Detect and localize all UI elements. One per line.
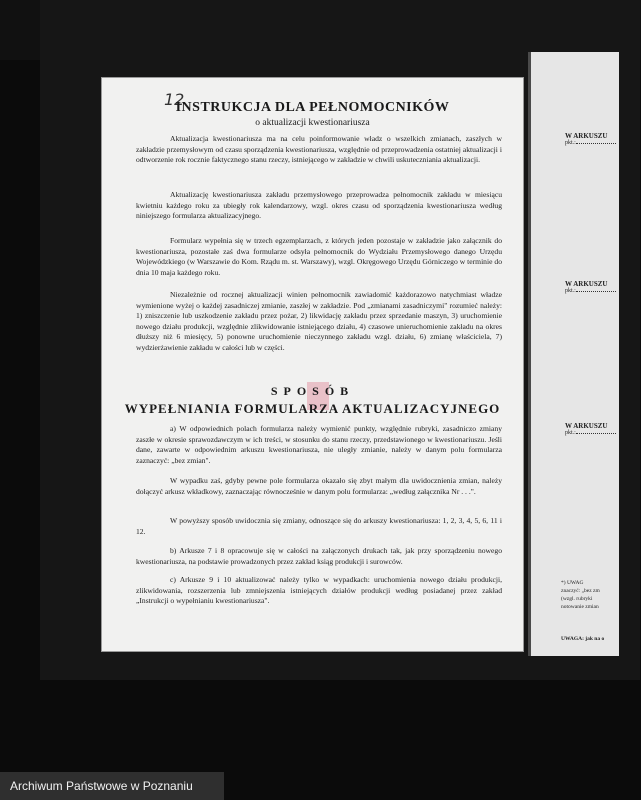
archive-label: Archiwum Państwowe w Poznaniu xyxy=(10,779,193,793)
section-subtitle: WYPEŁNIANIA FORMULARZA AKTUALIZACYJNEGO xyxy=(124,401,501,416)
document-page xyxy=(102,78,523,651)
paragraph-c: c) Arkusze 9 i 10 aktualizować należy tylko w wypadkach: uruchomienia nowego działu produkcji, zlikwidowania, rozszerzenia lub zmniejszenia istniejących działów produkcji według posiadanej przez zakład „Instrukcji o wypełnianiu kwestionariusza". xyxy=(136,575,502,606)
side-note: znaczyć: „bez zm xyxy=(561,588,600,594)
handwritten-page-number: 12 xyxy=(164,90,185,109)
side-footer-note: UWAGA: jak na o xyxy=(561,636,605,642)
side-block-3 xyxy=(565,422,619,436)
side-block-2 xyxy=(565,280,619,294)
side-heading: W ARKUSZU xyxy=(565,280,608,288)
section-title: SPOSÓB xyxy=(270,384,355,398)
document-subtitle: o aktualizacji kwestionariusza xyxy=(255,118,370,128)
paragraph-b: b) Arkusze 7 i 8 opracowuje się w całości na załączonych drukach tak, jak przy sporządzeniu nowego kwestionariusza, na podstawie prowadzonych przez zakład ksiąg produkcji i surowców. xyxy=(136,546,502,566)
side-subheading: pkt.: xyxy=(565,140,619,146)
paragraph-copies: Formularz wypełnia się w trzech egzemplarzach, z których jeden pozostaje w zakładzie jako załącznik do kwestionariusza, pozostałe zaś dwa formularze odsyła pełnomocnik do Wydziału Przemysłowego danego Urzędu Wojewódzkiego (w Warszawie do Kom. Rządu m. st. Warszawy), wzgl. Okręgowego Urzędu Górniczego w terminie do dnia 10 maja każdego roku. xyxy=(136,236,502,277)
adjacent-page xyxy=(528,52,619,656)
side-heading: W ARKUSZU xyxy=(565,422,608,430)
side-block-1 xyxy=(565,132,619,146)
paragraph-changes: Niezależnie od rocznej aktualizacji winien pełnomocnik zawiadomić każdorazowo natychmiast władze wymienione wyżej o każdej zasadniczej zmianie, zaszłej w zakładzie. Pod „zmianami zasadniczymi" rozumieć należy: 1) zniszczenie lub uszkodzenie zakładu przez pożar, 2) likwidację zakładu przez sprzedanie maszyn, 3) uruchomienie nowego działu produkcji, względnie zlikwidowanie istniejącego działu, 4) czasowe unieruchomienie zakładu na okres dłuższy niż 6 miesięcy, 5) ponowne uruchomienie nieczynnego zakładu wzgl. działu, 6) zmianę właściciela, 7) wydzierżawienie zakładu w całości lub w części. xyxy=(136,290,502,352)
side-note: *) UWAG xyxy=(561,580,584,586)
paragraph-intro: Aktualizacja kwestionariusza ma na celu poinformowanie władz o wszelkich zmianach, zaszłych w zakładzie przemysłowym od czasu sporządzenia kwestionariusza, względnie od przeprowadzenia ostatniej aktualizacji i odtworzenie rok rocznie faktycznego stanu rzeczy, istniejącego w zakładzie w chwili uskuteczniania aktualizacji. xyxy=(136,134,502,165)
side-heading: W ARKUSZU xyxy=(565,132,608,140)
side-subheading: pkt.: xyxy=(565,430,619,436)
document-title: INSTRUKCJA DLA PEŁNOMOCNIKÓW xyxy=(175,100,450,115)
side-note: (wzgl. rubryki xyxy=(561,596,593,602)
paragraph-timing: Aktualizację kwestionariusza zakładu przemysłowego przeprowadza pełnomocnik zakładu w miesiącu kwietniu każdego roku za ubiegły rok kalendarzowy, wzgl. okres czasu od sporządzenia kwestionariusza według niniejszego formularza aktualizacyjnego. xyxy=(136,190,502,221)
paragraph-a: a) W odpowiednich polach formularza należy wymienić punkty, względnie rubryki, zasadniczo zmiany zaszłe w okresie sprawozdawczym w ich treści, w stosunku do stanu rzeczy, przedstawionego w kwestionariuszu. Jeśli dane, zawarte w odpowiednim arkuszu kwestionariusza, nie uległy zmianie, należy w danym polu formularza zaznaczyć: „bez zmian". xyxy=(136,424,502,465)
paragraph-sheets: W powyższy sposób uwidocznia się zmiany, odnoszące się do arkuszy kwestionariusza: 1, 2, 3, 4, 5, 6, 11 i 12. xyxy=(136,516,502,536)
side-subheading: pkt.: xyxy=(565,288,619,294)
archive-footer xyxy=(0,772,224,800)
paragraph-insert: W wypadku zaś, gdyby pewne pole formularza okazało się zbyt małym dla uwidocznienia zmian, należy dołączyć arkusz wkładkowy, zaznaczając równocześnie w danym polu formularza: „według załącznika Nr . . .". xyxy=(136,476,502,496)
side-note: notowanie zmian xyxy=(561,604,599,610)
